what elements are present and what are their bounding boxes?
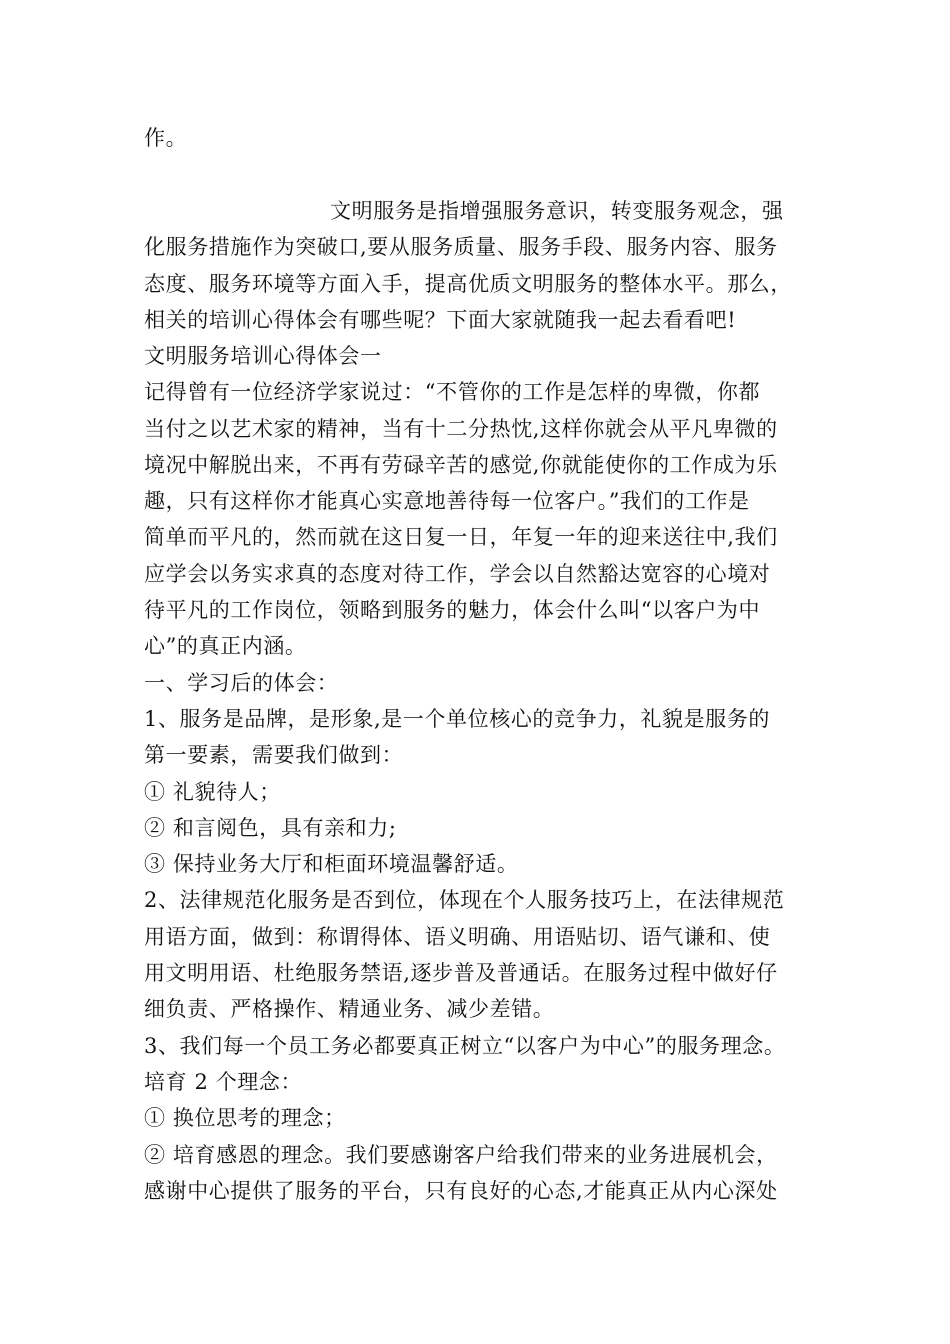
text-line: 应学会以务实求真的态度对待工作，学会以自然豁达宽容的心境对 (144, 561, 771, 586)
section-heading: 文明服务培训心得体会一 (144, 344, 382, 368)
list-item: ③ 保持业务大厅和柜面环境温馨舒适。 (144, 852, 519, 877)
intro-paragraph (144, 193, 834, 338)
text-line: 待平凡的工作岗位，领略到服务的魅力，体会什么叫“以客户为中 (144, 598, 761, 623)
text-line: 2、法律规范化服务是否到位，体现在个人服务技巧上，在法律规范 (144, 888, 785, 913)
list-item: ① 换位思考的理念； (144, 1106, 346, 1131)
text-line: 记得曾有一位经济学家说过：“不管你的工作是怎样的卑微，你都 (144, 380, 761, 405)
text-line: 细负责、严格操作、精通业务、减少差错。 (144, 997, 555, 1022)
text-line: 相关的培训心得体会有哪些呢？下面大家就随我一起去看看吧! (144, 307, 737, 332)
text-line: 境况中解脱出来，不再有劳碌辛苦的感觉,你就能使你的工作成为乐 (144, 452, 778, 477)
text-line: 第一要素，需要我们做到： (144, 743, 404, 768)
text-line: 心”的真正内涵。 (144, 634, 307, 659)
text-line: 简单而平凡的，然而就在这日复一日，年复一年的迎来送往中,我们 (144, 525, 778, 550)
section-heading: 一、学习后的体会： (144, 670, 339, 695)
text-line: 3、我们每一个员工务必都要真正树立“以客户为中心”的服务理念。 (144, 1033, 786, 1058)
text-line: 作。 (144, 126, 188, 150)
list-item: ② 和言阅色，具有亲和力; (144, 815, 397, 840)
text-line: 感谢中心提供了服务的平台，只有良好的心态,才能真正从内心深处 (144, 1178, 778, 1203)
list-item: ② 培育感恩的理念。我们要感谢客户给我们带来的业务进展机会， (144, 1142, 778, 1167)
text-line: 当付之以艺术家的精神，当有十二分热忱,这样你就会从平凡卑微的 (144, 416, 778, 441)
page-fragment (144, 120, 834, 156)
text-line: 化服务措施作为突破口,要从服务质量、服务手段、服务内容、服务 (144, 235, 778, 260)
body-text (144, 338, 834, 1209)
text-line: 文明服务是指增强服务意识，转变服务观念，强 (330, 199, 784, 223)
text-line: 用文明用语、杜绝服务禁语,逐步普及普通话。在服务过程中做好仔 (144, 961, 778, 986)
text-line: 培育 2 个理念： (144, 1069, 303, 1094)
text-line: 用语方面，做到：称谓得体、语义明确、用语贴切、语气谦和、使 (144, 924, 771, 949)
list-item: ① 礼貌待人； (144, 779, 281, 804)
text-line: 趣，只有这样你才能真心实意地善待每一位客户。”我们的工作是 (144, 489, 750, 514)
text-line: 1、服务是品牌，是形象,是一个单位核心的竞争力，礼貌是服务的 (144, 706, 771, 731)
text-line: 态度、服务环境等方面入手，提高优质文明服务的整体水平。那么， (144, 271, 792, 296)
